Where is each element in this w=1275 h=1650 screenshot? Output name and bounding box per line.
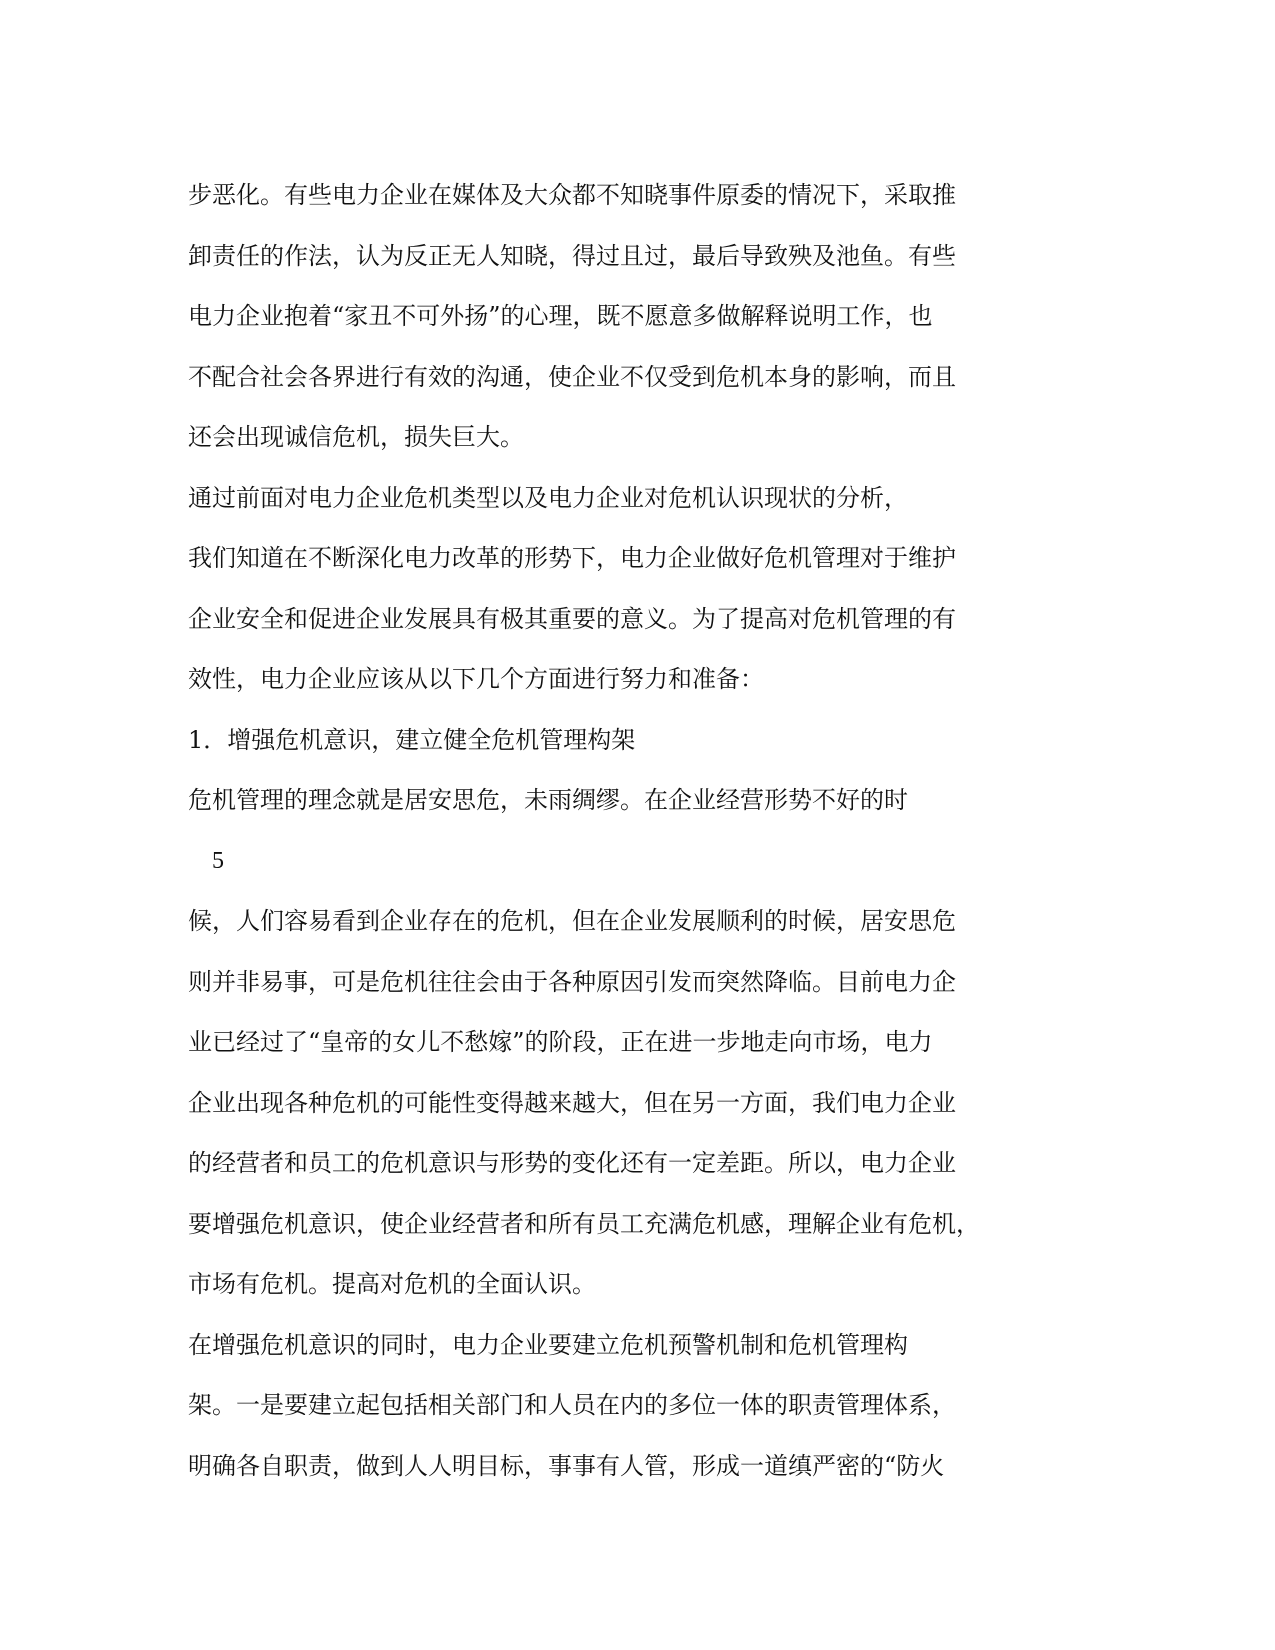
text-line: 危机管理的理念就是居安思危，未雨绸缪。在企业经营形势不好的时 bbox=[188, 786, 908, 814]
text-line: 则并非易事，可是危机往往会由于各种原因引发而突然降临。目前电力企 bbox=[188, 968, 956, 996]
text-line: 我们知道在不断深化电力改革的形势下，电力企业做好危机管理对于维护 bbox=[188, 544, 956, 572]
text-line: 不配合社会各界进行有效的沟通，使企业不仅受到危机本身的影响，而且 bbox=[188, 363, 956, 391]
page-number: 5 bbox=[212, 848, 224, 874]
text-line: 要增强危机意识，使企业经营者和所有员工充满危机感，理解企业有危机， bbox=[188, 1210, 980, 1238]
text-line: 企业出现各种危机的可能性变得越来越大，但在另一方面，我们电力企业 bbox=[188, 1089, 956, 1117]
text-line: 步恶化。有些电力企业在媒体及大众都不知晓事件原委的情况下，采取推 bbox=[188, 181, 956, 209]
text-line: 在增强危机意识的同时，电力企业要建立危机预警机制和危机管理构 bbox=[188, 1331, 908, 1359]
text-line: 卸责任的作法，认为反正无人知晓，得过且过，最后导致殃及池鱼。有些 bbox=[188, 242, 956, 270]
text-line: 通过前面对电力企业危机类型以及电力企业对危机认识现状的分析， bbox=[188, 484, 908, 512]
text-line: 效性，电力企业应该从以下几个方面进行努力和准备： bbox=[188, 665, 764, 693]
text-line: 的经营者和员工的危机意识与形势的变化还有一定差距。所以，电力企业 bbox=[188, 1149, 956, 1177]
text-line: 还会出现诚信危机，损失巨大。 bbox=[188, 423, 524, 451]
text-line: 企业安全和促进企业发展具有极其重要的意义。为了提高对危机管理的有 bbox=[188, 605, 956, 633]
text-line: 候，人们容易看到企业存在的危机，但在企业发展顺利的时候，居安思危 bbox=[188, 907, 956, 935]
text-line: 业已经过了“皇帝的女儿不愁嫁”的阶段，正在进一步地走向市场，电力 bbox=[188, 1028, 933, 1056]
text-line: 明确各自职责，做到人人明目标，事事有人管，形成一道缜严密的“防火 bbox=[188, 1452, 945, 1480]
text-line: 市场有危机。提高对危机的全面认识。 bbox=[188, 1270, 596, 1298]
section-heading: 1．增强危机意识，建立健全危机管理构架 bbox=[188, 726, 636, 754]
text-line: 电力企业抱着“家丑不可外扬”的心理，既不愿意多做解释说明工作，也 bbox=[188, 302, 933, 330]
text-line: 架。一是要建立起包括相关部门和人员在内的多位一体的职责管理体系， bbox=[188, 1391, 956, 1419]
